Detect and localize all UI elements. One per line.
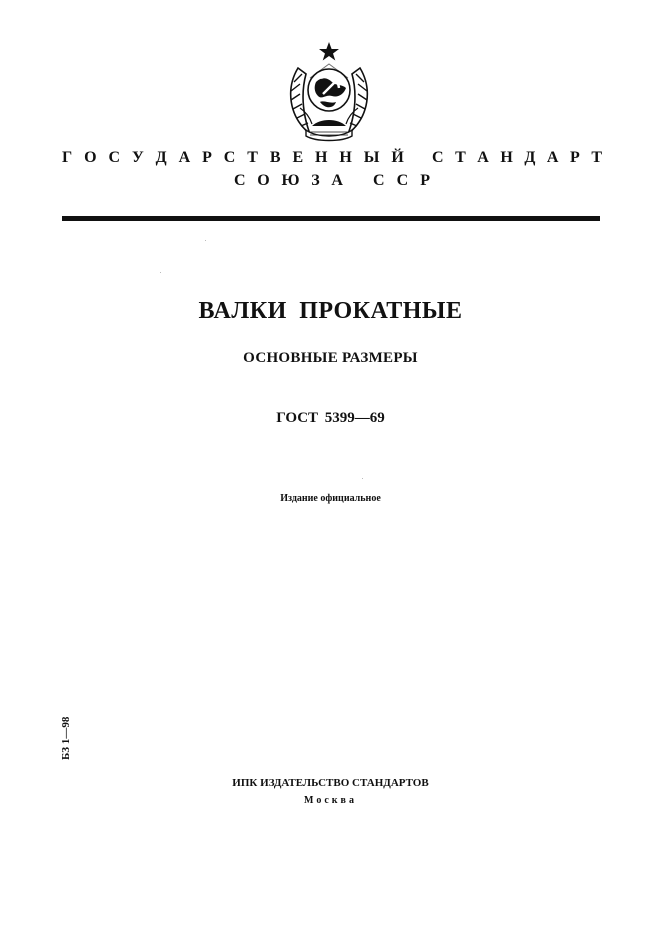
- header-letter: О: [84, 149, 97, 166]
- header-letter: С: [108, 149, 121, 166]
- header-divider: [62, 216, 600, 221]
- publisher-name: ИПК ИЗДАТЕЛЬСТВО СТАНДАРТОВ: [232, 777, 429, 789]
- header-letter: А: [477, 149, 489, 166]
- header-letter: Т: [591, 149, 602, 166]
- ussr-emblem-icon: [276, 38, 382, 144]
- header-state-standard: [62, 149, 602, 167]
- header-letter: Ю: [281, 172, 300, 189]
- header-letter: Ы: [363, 149, 380, 166]
- header-letter: А: [546, 149, 559, 166]
- header-letter: Н: [315, 149, 328, 166]
- header-union-ssr: [234, 172, 430, 190]
- header-letter: Т: [455, 149, 466, 166]
- header-letter: Й: [391, 149, 404, 166]
- header-word-standard: [432, 149, 602, 167]
- header-letter: Р: [420, 172, 430, 189]
- header-letter: Р: [202, 149, 212, 166]
- document-subtitle: ОСНОВНЫЕ РАЗМЕРЫ: [243, 350, 418, 366]
- header-letter: С: [432, 149, 444, 166]
- document-title: ВАЛКИ ПРОКАТНЫЕ: [198, 298, 463, 324]
- header-letter: Р: [570, 149, 580, 166]
- header-letter: С: [223, 149, 236, 166]
- header-letter: А: [331, 172, 343, 189]
- header-letter: Г: [62, 149, 73, 166]
- header-letter: Д: [155, 149, 167, 166]
- publisher-city: Москва: [304, 795, 357, 806]
- header-letter: Н: [339, 149, 352, 166]
- side-catalog-code: БЗ 1—98: [60, 716, 72, 760]
- gost-number: ГОСТ 5399—69: [276, 410, 385, 426]
- header-letter: У: [131, 149, 144, 166]
- header-letter: А: [178, 149, 191, 166]
- header-letter: С: [373, 172, 385, 189]
- header-letter: Т: [247, 149, 258, 166]
- edition-note: Издание официальное: [280, 493, 381, 504]
- scan-speck: [362, 478, 363, 479]
- header-letter: Д: [524, 149, 536, 166]
- header-letter: В: [269, 149, 281, 166]
- header-word-union: [234, 172, 343, 190]
- header-word-state: [62, 149, 404, 167]
- header-letter: С: [234, 172, 246, 189]
- header-word-ssr: [373, 172, 430, 190]
- header-letter: С: [396, 172, 409, 189]
- scan-speck: [205, 240, 206, 241]
- header-letter: Н: [500, 149, 513, 166]
- header-letter: Е: [292, 149, 304, 166]
- header-letter: О: [257, 172, 270, 189]
- scan-speck: [160, 272, 161, 273]
- header-letter: З: [311, 172, 320, 189]
